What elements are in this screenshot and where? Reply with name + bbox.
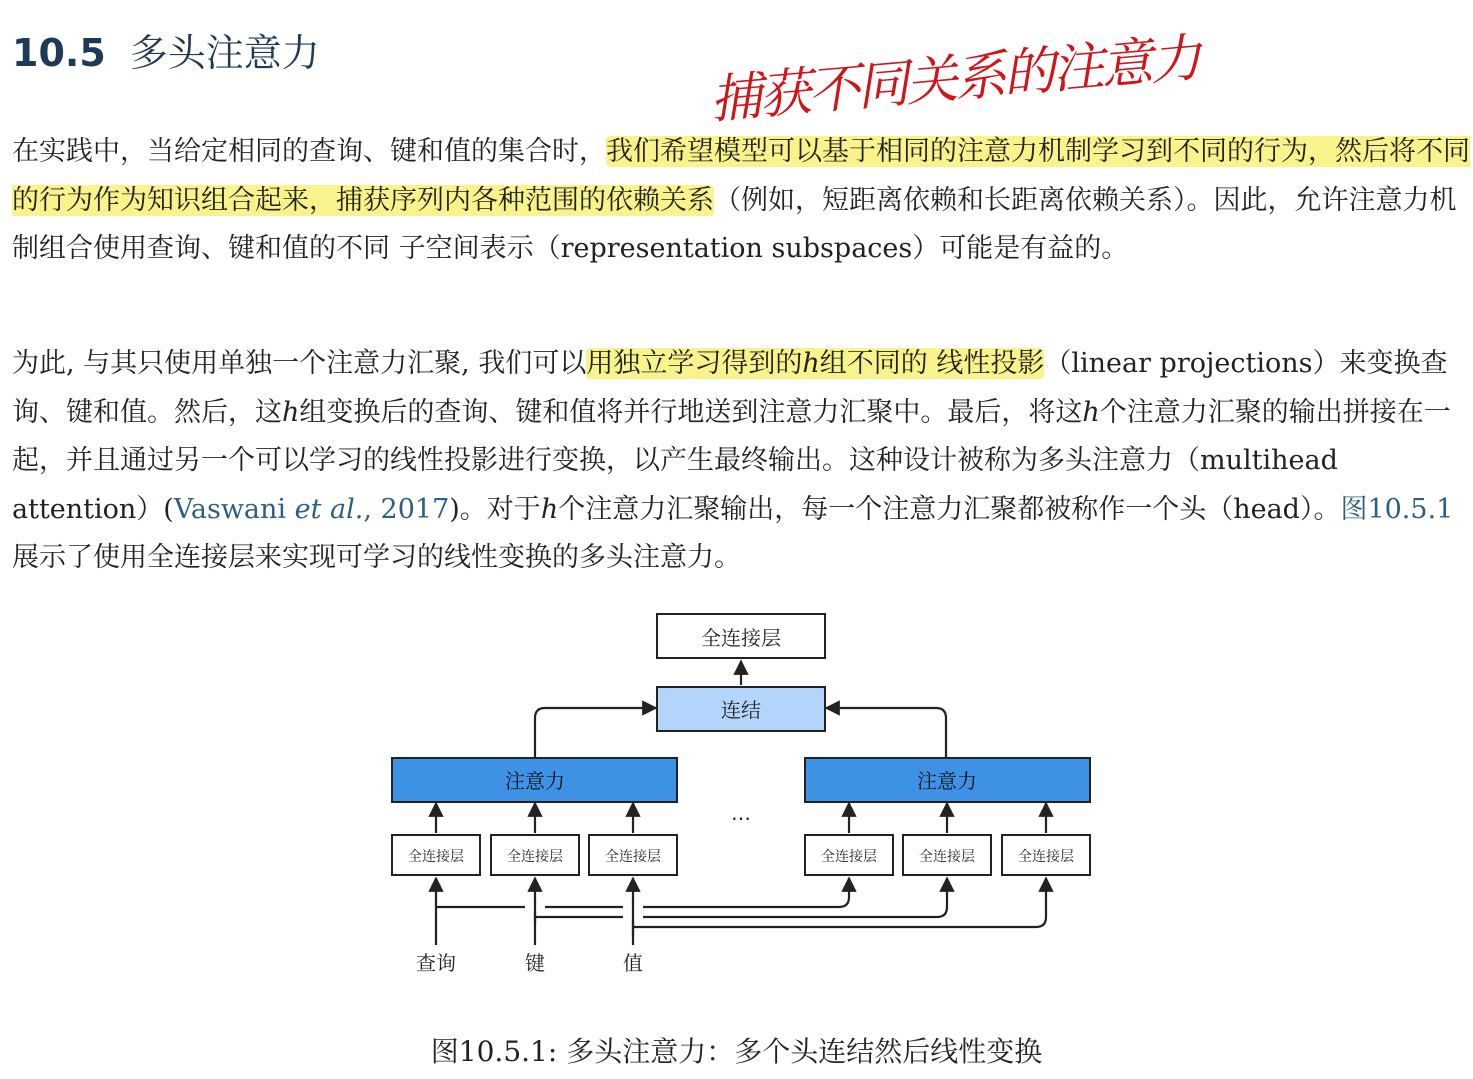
figure-caption: 图10.5.1: 多头注意力：多个头连结然后线性变换 xyxy=(430,1035,1043,1068)
variable-h: h xyxy=(540,493,559,525)
highlight-text-b: 组不同的 线性投影 xyxy=(819,348,1045,379)
variable-h: h xyxy=(1082,396,1100,428)
paragraph-2-text-a: 为此, 与其只使用单独一个注意力汇聚, 我们可以 xyxy=(12,348,587,379)
fc-label: 全连接层 xyxy=(507,849,563,865)
citation-author: Vaswani xyxy=(173,493,295,525)
fc-layer-key-left xyxy=(491,835,579,875)
concat-block xyxy=(657,687,825,731)
fc-label: 全连接层 xyxy=(605,849,661,865)
fc-layer-value-right xyxy=(1002,835,1090,875)
output-fc-label: 全连接层 xyxy=(701,626,781,650)
paragraph-2-text-e: )。对于 xyxy=(449,493,541,525)
fc-layer-query-left xyxy=(392,835,480,875)
fc-label: 全连接层 xyxy=(919,849,975,865)
input-query-label: 查询 xyxy=(416,951,456,975)
highlighted-passage-1: 我们希望模型可以基于相同的注意力机制学习到不同的行为，然后将不同的行为作为知识组合起来，捕获序列内各种范围的依赖关系 xyxy=(12,136,1470,216)
section-number: 10.5 xyxy=(12,31,106,75)
output-fc-layer xyxy=(657,614,825,658)
paragraph-1-text-a: 在实践中，当给定相同的查询、键和值的集合时， xyxy=(12,136,606,167)
citation-etal: et al. xyxy=(294,493,364,525)
fc-layer-query-right xyxy=(805,835,893,875)
fc-layer-key-right xyxy=(903,835,991,875)
paragraph-2-text-f: 个注意力汇聚输出，每一个注意力汇聚都被称作一个头（head）。 xyxy=(558,493,1341,525)
fc-label: 全连接层 xyxy=(1018,849,1074,865)
citation-year: , 2017 xyxy=(363,493,450,525)
fc-label: 全连接层 xyxy=(408,849,464,865)
variable-h: h xyxy=(802,348,820,379)
figure-reference-link[interactable]: 图10.5.1 xyxy=(1340,493,1454,525)
input-value-label: 值 xyxy=(623,951,643,975)
input-key-label: 键 xyxy=(525,951,545,975)
handwritten-annotation: 捕获不同关系的注意力 xyxy=(707,28,1202,131)
ellipsis: … xyxy=(731,801,751,825)
fc-label: 全连接层 xyxy=(821,849,877,865)
paragraph-2-text-b: （linear projections）来变换查询、键和值。然后，这 xyxy=(12,348,1448,428)
paragraph-1-text-b: （例如，短距离依赖和长距离依赖关系）。因此，允许注意力机制组合使用查询、键和值的不同 子空间表示（representation subspaces）可能是有益的。 xyxy=(12,184,1457,264)
fc-layer-value-left xyxy=(589,835,677,875)
attention-head-right xyxy=(805,758,1090,802)
concat-label: 连结 xyxy=(721,698,761,722)
paragraph-2-text-c: 组变换后的查询、键和值将并行地送到注意力汇聚中。最后，将这 xyxy=(299,396,1083,428)
attention-head-left xyxy=(392,758,677,802)
attention-label: 注意力 xyxy=(917,769,977,793)
variable-h: h xyxy=(282,396,300,428)
attention-label: 注意力 xyxy=(505,769,565,793)
paragraph-2-text-g: 展示了使用全连接层来实现可学习的线性变换的多头注意力。 xyxy=(12,542,741,573)
highlight-text-a: 用独立学习得到的 xyxy=(586,348,803,379)
section-title: 多头注意力 xyxy=(129,31,320,75)
paragraph-2-text-d: 个注意力汇聚的输出拼接在一起，并且通过另一个可以学习的线性投影进行变换，以产生最终输出。这种设计被称为多头注意力（multihead attention）( xyxy=(12,396,1451,525)
